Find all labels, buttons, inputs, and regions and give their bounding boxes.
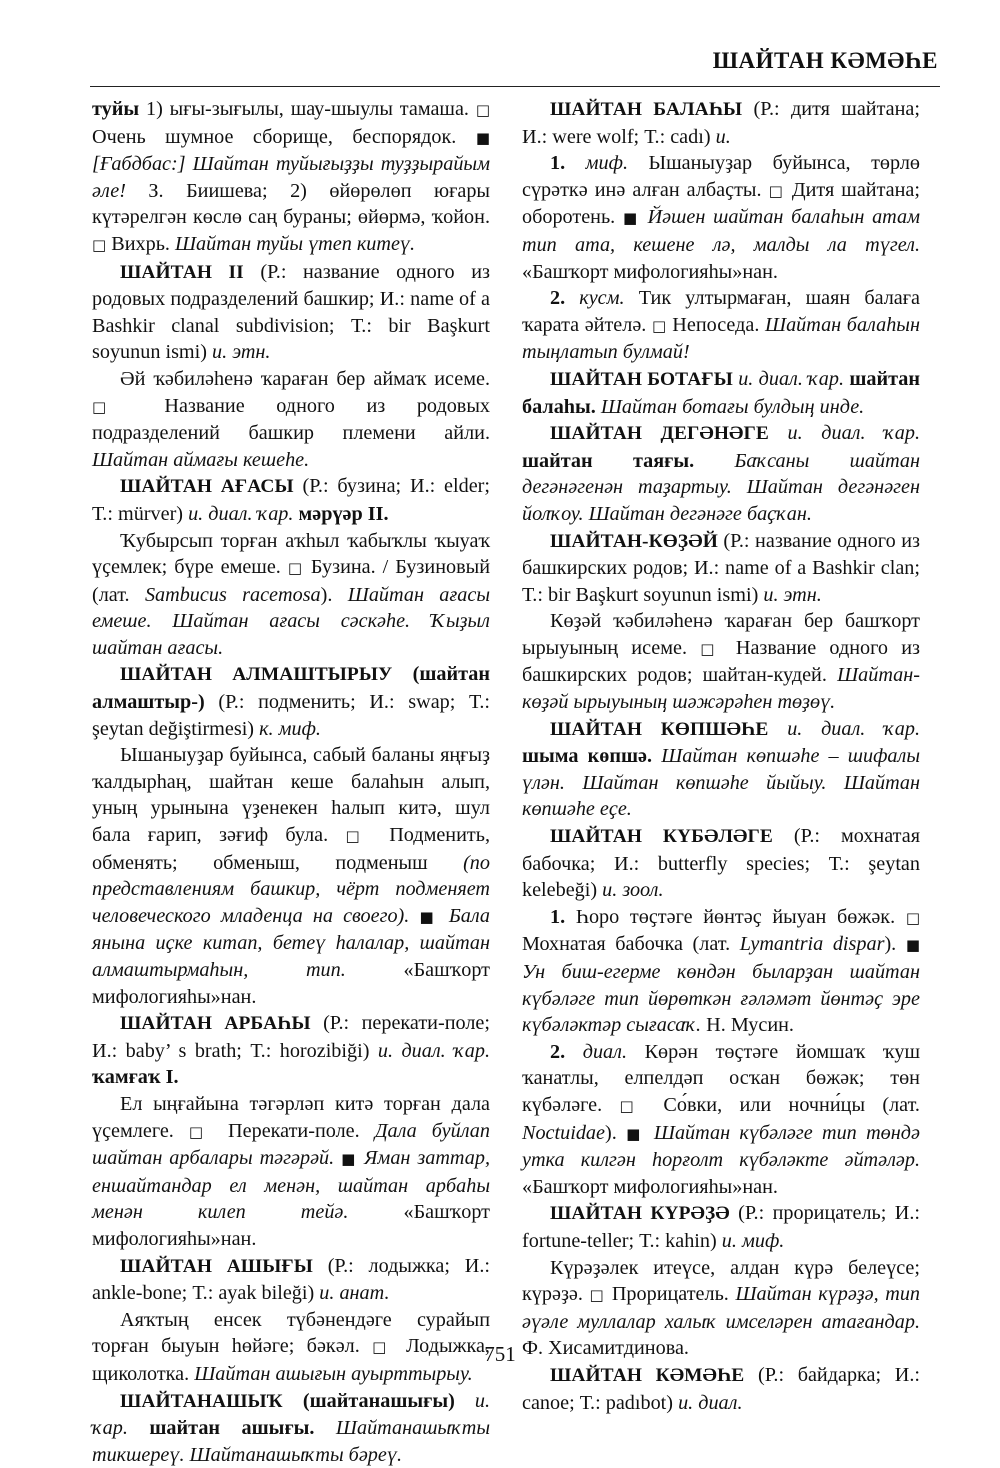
entry-paragraph <box>92 742 490 1010</box>
italic-run: и. этн. <box>212 341 270 363</box>
bold-run: 1. <box>550 906 565 928</box>
italic-run: [Ғабдбас:] Шайтан туйығыҙҙы туҙҙырайым әле! <box>92 153 490 202</box>
entry-paragraph <box>92 1091 490 1253</box>
marker-symbol: □ <box>92 398 133 416</box>
text-run: (Р.: лодыжка; И.: ankle-bone; Т.: ayak bileği) <box>92 1255 490 1305</box>
text-run: Со́вки, или ночни́цы (лат. <box>646 1094 920 1116</box>
text-run: «Башҡорт мифологияһы»нан. <box>522 1176 778 1198</box>
left-column <box>92 96 490 1468</box>
italic-run: Йәшен шайтан балаһын атам тип ата, кешене лә, малды ла түгел. <box>522 206 920 256</box>
italic-run: и. миф. <box>722 1230 785 1252</box>
marker-symbol: □ <box>620 1097 646 1115</box>
italic-run: и. диал. ҡар. <box>769 422 920 444</box>
text-run: Тик ултырмаған, шаян балаға ҡарата әйтелә. <box>522 287 920 336</box>
text-run: Ел ыңғайына тәгәрләп китә торған дала үҫемлеге. <box>92 1093 490 1142</box>
italic-run: и. диал. ҡар. <box>768 718 920 740</box>
headword: ШАЙТАН АРБАҺЫ <box>120 1013 311 1034</box>
italic-run: Дала буйлап шайтан арбалары тәгәрәй. <box>92 1120 490 1170</box>
italic-run: и. <box>716 126 731 148</box>
entry-paragraph <box>92 528 490 662</box>
marker-symbol: □ <box>590 1286 606 1304</box>
text-run: (Р.: мохнатая бабочка; И.: butterfly species; Т.: şeytan kelebeği) <box>522 825 920 901</box>
entry-paragraph <box>522 150 920 285</box>
text-run: З. Биишева; 2) өйөрөлөп юғары күтәрелгән көслө саң бураны; өйөрмә, ҡойон. <box>92 180 490 229</box>
text-run: (Р.: название одного из родовых подразделений башкир; И.: name of a Bashkir clanal subdivision; Т.: bir Başkurt soyunun ismi) <box>92 261 490 364</box>
text-run: Әй ҡәбиләһенә ҡараған бер аймаҡ исеме. <box>120 368 490 390</box>
bold-run: туйы <box>92 98 139 120</box>
text-run: ). <box>884 933 905 955</box>
text-run: Очень шумное сборище, беспорядок. <box>92 126 476 148</box>
running-head: ШАЙТАН КӘМӘҺЕ <box>713 48 938 74</box>
text-run: Прорицатель. <box>605 1283 735 1305</box>
text-run: «Башҡорт мифологияһы»нан. <box>92 1201 490 1250</box>
entry-paragraph <box>522 285 920 366</box>
marker-symbol: □ <box>346 827 372 845</box>
text-run: (Р.: перекати-поле; И.: baby’ s brath; Т.: horozibiği) <box>92 1012 490 1062</box>
marker-symbol: ■ <box>419 908 438 926</box>
italic-run: и. ҡар. <box>92 1390 490 1440</box>
headword: ШАЙТАН II <box>120 262 244 283</box>
italic-run: Шайтан балаһын тыңлатып булмай! <box>522 314 920 364</box>
entry-paragraph <box>92 366 490 473</box>
text-run: Һоро төҫтәге йөнтәҫ йыуан бөжәк. <box>565 906 906 928</box>
text-run: (Р.: дитя шайтана; И.: were wolf; Т.: cadı) <box>522 98 920 148</box>
entry-paragraph <box>92 661 490 742</box>
text-run: «Башҡорт мифологияһы»нан. <box>522 261 778 283</box>
italic-run: и. зоол. <box>602 879 663 901</box>
entry-paragraph <box>522 823 920 904</box>
text-run: ). <box>605 1122 626 1144</box>
marker-symbol: ■ <box>906 936 920 954</box>
bold-run: шайтан балаһы. <box>522 368 920 418</box>
text-run: Ышаныуҙар буйынса, сабый баланы яңғыҙ ҡалдырһаң, шайтан кеше балаһын алып, уның урынына үҙенекен һалып китә, шул бала ғарип, зәғиф була. <box>92 744 490 846</box>
bold-run: мәрүәр II. <box>293 503 388 525</box>
entry-paragraph <box>92 473 490 527</box>
text-run: Перекати-поле. <box>213 1120 375 1142</box>
text-run: Аяҡтың енсек түбәнендәге сурайып торған быуын һөйәге; бәкәл. <box>92 1309 490 1358</box>
italic-run: Lymantria dispar <box>740 933 885 955</box>
bold-run: 2. <box>550 287 565 309</box>
marker-symbol: ■ <box>623 209 640 227</box>
text-run: Ҡубырсып торған аҡһыл ҡабыҡлы ҡыуаҡ үҫемлек; бүре емеше. <box>92 530 490 579</box>
headword: ШАЙТАНАШЫҠ <box>120 1391 283 1412</box>
italic-run: Sambucus racemosa <box>145 584 321 606</box>
headword: ШАЙТАН КҮБӘЛӘГЕ <box>550 826 773 847</box>
bold-run: 2. <box>550 1041 565 1063</box>
entry-paragraph <box>92 1388 490 1468</box>
headword: ШАЙТАН АЛМАШТЫРЫУ <box>120 664 392 685</box>
text-run: 1) ығы-зығылы, шау-шыулы тамаша. <box>139 98 476 120</box>
entry-paragraph <box>92 1010 490 1091</box>
bold-run: шайтан таяғы. <box>522 450 694 472</box>
text-run: Мохнатая бабочка (лат. <box>522 933 740 955</box>
text-run: Вихрь. <box>106 233 175 255</box>
bold-run: ҡамғаҡ I. <box>92 1066 179 1088</box>
italic-run: и. диал. ҡар. <box>378 1040 490 1062</box>
text-run: Көҙәй ҡәбиләһенә ҡараған бер башҡорт ырыуының исеме. <box>522 610 920 659</box>
marker-symbol: □ <box>652 317 667 335</box>
italic-run: и. анат. <box>319 1282 389 1304</box>
marker-symbol: ■ <box>626 1125 644 1143</box>
italic-run: Баҡсаны шайтан дегәнәгенән таҙартыу. Шайтан дегәнәген йолҡоу. Шайтан дегәнәге баҫҡан. <box>522 450 920 525</box>
headword: ШАЙТАН ДЕГӘНӘГЕ <box>550 423 769 444</box>
bold-run: (шайтан алмаштыр-) <box>92 663 490 713</box>
bold-run: 1. <box>550 152 565 174</box>
italic-run: Бала янына иҫке китап, бетеү һалалар, шайтан алмаштырмаһын, тип. <box>92 905 490 981</box>
entry-paragraph <box>92 96 490 259</box>
headword: ШАЙТАН КӨПШӘҺЕ <box>550 719 768 740</box>
italic-run: Шайтан ашығын ауырттырыу. <box>194 1363 472 1385</box>
italic-run: Шайтан аймағы кешеһе. <box>92 449 309 471</box>
marker-symbol: □ <box>700 640 722 658</box>
text-run: Н. Мусин. <box>701 1014 794 1036</box>
italic-run: (по представлениям башкир, чёрт подменяет человеческого младенца на своего). <box>92 852 490 927</box>
text-run: Подменить, обменять; обменыш, подменыш <box>92 824 490 874</box>
bold-run: шайтан ашығы. <box>128 1417 315 1439</box>
text-run: Лодыжка, щиколотка. <box>92 1335 490 1385</box>
text-run: Название одного из родовых подразделений башкир племени айли. <box>92 395 490 445</box>
text-run: (Р.: подменить; И.: swap; Т.: şeytan değiştirmesi) <box>92 691 490 740</box>
headword: ШАЙТАН КҮРӘҘӘ <box>550 1203 730 1224</box>
headword: ШАЙТАН КӘМӘҺЕ <box>550 1365 744 1386</box>
italic-run: Шайтанашыҡты тикшереү. Шайтанашыҡты бәреү. <box>92 1417 490 1466</box>
text-run: ). <box>321 584 348 606</box>
marker-symbol: □ <box>288 559 304 577</box>
marker-symbol: □ <box>906 909 920 927</box>
italic-run: и. диал. ҡар. <box>188 503 293 525</box>
marker-symbol: □ <box>189 1123 213 1141</box>
italic-run: Шайтан күрәҙә, тип әүәле муллалар халыҡ имселәрен атағандар. <box>522 1283 920 1333</box>
headword: ШАЙТАН АҒАСЫ <box>120 476 294 497</box>
header-rule <box>90 86 940 87</box>
text-run: Көрән төҫтәге йомшаҡ ҡуш ҡанатлы, елпелдәп осҡан бөжәк; төн күбәләге. <box>522 1041 920 1116</box>
italic-run: Ун биш-егерме көндән быларҙан шайтан күбәләге тип йөрөткән ғәләмәт йөнтәҫ эре күбәләктәр сығасаҡ. <box>522 961 920 1036</box>
entry-paragraph <box>92 259 490 366</box>
italic-run: и. диал. ҡар. <box>733 368 844 390</box>
italic-run: к. миф. <box>259 718 321 740</box>
entry-paragraph <box>522 528 920 609</box>
text-run: (Р.: байдарка; И.: canoe; Т.: padıbot) <box>522 1364 920 1414</box>
text-run: Ышаныуҙар буйынса, төрлө сүрәткә инә алған албаҫты. <box>522 152 920 201</box>
italic-run: миф. <box>565 152 628 174</box>
italic-run: Noctuidae <box>522 1122 605 1144</box>
text-run: (Р.: название одного из башкирских родов; И.: name of a Bashkir clan; Т.: bir Başkurt soyunun ismi) <box>522 530 920 606</box>
right-column <box>522 96 920 1416</box>
italic-run: Шайтан ағасы емеше. Шайтан ағасы сәскәһе. Ҡыҙыл шайтан ағасы. <box>92 584 490 659</box>
entry-paragraph <box>522 420 920 527</box>
marker-symbol: ■ <box>341 1150 357 1168</box>
marker-symbol: □ <box>372 1338 393 1356</box>
bold-run: (шайтанашығы) <box>283 1390 455 1412</box>
marker-symbol: □ <box>92 236 106 254</box>
text-run: Күрәҙәлек итеүсе, алдан күрә белеүсе; күрәҙә. <box>522 1257 920 1306</box>
italic-run: Шайтан туйы үтеп китеү. <box>175 233 415 255</box>
italic-run: кусм. <box>565 287 624 309</box>
entry-paragraph <box>522 1200 920 1254</box>
text-run: (Р.: прорицатель; И.: fortune-teller; Т.: kahin) <box>522 1202 920 1252</box>
entry-paragraph <box>522 1039 920 1201</box>
text-run <box>409 905 419 927</box>
italic-run: Шайтан күбәләге тип төндә утка килгән һорғолт күбәләкте әйтәләр. <box>522 1122 920 1172</box>
entry-paragraph <box>522 608 920 715</box>
page-number: 751 <box>0 1342 1000 1367</box>
marker-symbol: □ <box>769 182 785 200</box>
text-run: Дитя шайтана; оборотень. <box>522 179 920 229</box>
entry-paragraph <box>522 904 920 1039</box>
italic-run: Яман заттар, еншайтандар ел менән, шайтан арбаһы менән килеп тейә. <box>92 1147 490 1223</box>
text-run: (Р.: бузина; И.: elder; Т.: mürver) <box>92 475 490 525</box>
marker-symbol: ■ <box>476 129 490 147</box>
bold-run: шыма көпшә. <box>522 745 652 767</box>
italic-run: и. этн. <box>763 584 821 606</box>
entry-paragraph <box>92 1253 490 1307</box>
entry-paragraph <box>522 366 920 420</box>
italic-run: Шайтан көпшәһе – шифалы үлән. Шайтан көпшәһе йыйыу. Шайтан көпшәһе еҫе. <box>522 745 920 820</box>
text-run: Бузина. / Бузиновый (лат. <box>92 556 490 606</box>
marker-symbol: □ <box>476 101 490 119</box>
headword: ШАЙТАН-КӨҘӘЙ <box>550 531 718 552</box>
text-run: Непоседа. <box>667 314 765 336</box>
text-run: Название одного из башкирских родов; шайтан-кудей. <box>522 637 920 687</box>
entry-paragraph <box>522 96 920 150</box>
headword: ШАЙТАН БОТАҒЫ <box>550 369 733 390</box>
text-run: «Башҡорт мифологияһы»нан. <box>92 959 490 1008</box>
italic-run: Шайтан ботағы булдың инде. <box>596 396 864 418</box>
entry-paragraph <box>522 716 920 823</box>
italic-run: и. диал. <box>678 1392 742 1414</box>
italic-run: Шайтан-көҙәй ырыуының шәжәрәһен төҙөү. <box>522 664 920 713</box>
entry-paragraph <box>522 1362 920 1416</box>
text-run: Ф. Хисамитдинова. <box>522 1337 689 1359</box>
italic-run: диал. <box>565 1041 627 1063</box>
headword: ШАЙТАН АШЫҒЫ <box>120 1256 313 1277</box>
headword: ШАЙТАН БАЛАҺЫ <box>550 99 742 120</box>
